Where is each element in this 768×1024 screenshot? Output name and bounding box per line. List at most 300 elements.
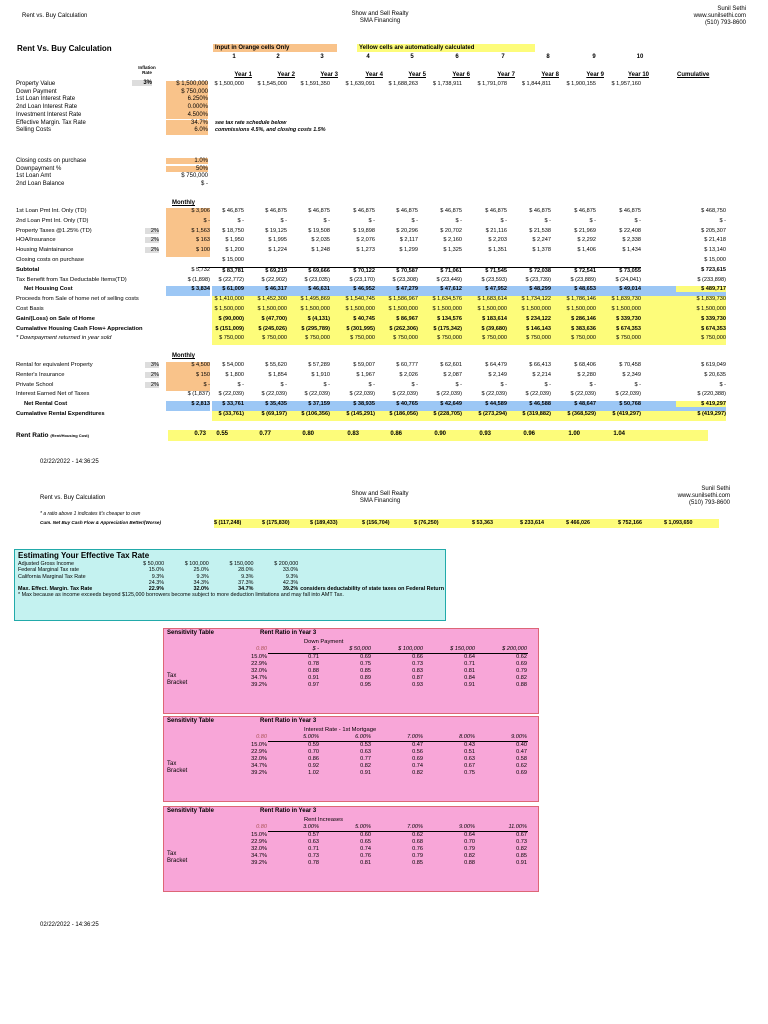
sens-row-label (167, 851, 187, 865)
year-cell: $ - (634, 217, 641, 224)
year-cell: $ 46,875 (440, 208, 462, 214)
sens-label: Sensitivity Table (167, 808, 214, 814)
sens-value: 0.82 (516, 846, 527, 852)
year-cell: $ - (280, 381, 287, 388)
year-cell: $ 1,500,000 (477, 306, 507, 312)
year-cell: $ (23,739) (525, 276, 551, 283)
input-value: 6.250% (166, 96, 208, 104)
year-cell: $ 72,038 (505, 267, 551, 274)
year-cell: $ 86,967 (396, 315, 418, 322)
sens-value: 0.68 (412, 839, 423, 845)
cumulative-cell: $ 674,353 (701, 325, 726, 332)
year-cell: $ (22,039) (615, 391, 641, 398)
cumulative-cell: $ 20,635 (704, 371, 726, 378)
closing-label: Closing costs on purchase (16, 158, 87, 164)
tax-cell: 24.3% (148, 579, 165, 586)
input-label: 1st Loan Interest Rate (16, 96, 76, 103)
column-number: 10 (636, 54, 644, 60)
sens-value: 0.95 (360, 682, 371, 688)
sens-row (222, 853, 528, 860)
property-value-cell: $ 1,639,091 (345, 81, 375, 87)
row-label: Rental for equivalent Property (16, 362, 93, 368)
sens-value: 0.79 (464, 846, 475, 852)
rent-ratio-cell: 0.77 (259, 431, 271, 437)
sens-value: 0.71 (308, 654, 319, 660)
sens-rate: 15.0% (251, 831, 267, 838)
year-cell: $ 134,576 (437, 315, 462, 322)
year-cell: $ (295,789) (301, 325, 330, 332)
sens-value: 0.67 (464, 763, 475, 769)
year-cell: $ 73,055 (595, 267, 641, 274)
year-cell: $ 750,000 (219, 335, 244, 342)
year-cell: $ (39,680) (481, 325, 507, 332)
year-cell: $ 70,458 (619, 362, 641, 368)
year-cell: $ 42,649 (440, 401, 462, 408)
sens-col-header: 7.00% (372, 824, 424, 832)
tax-cell: 15.0% (148, 567, 165, 574)
row-rate: 2% (145, 237, 159, 243)
year-cell: $ (23,889) (570, 276, 596, 283)
year-cell: $ 1,500,000 (214, 306, 244, 312)
year-cell: $ (22,902) (261, 276, 287, 283)
tax-row-label: California Marginal Tax Rate (18, 573, 86, 580)
year-cell: $ (22,039) (570, 391, 596, 398)
closing-label: 1st Loan Amt (16, 173, 52, 179)
sens-rate: 39.2% (251, 860, 267, 866)
sens-value: 0.47 (412, 742, 423, 748)
row-label: 1st Loan Pmt Int. Only (TD) (16, 208, 87, 214)
row-rate: 2% (145, 382, 159, 388)
sens-col-header: 8.00% (424, 734, 476, 742)
sens-header-row (222, 734, 528, 742)
row-monthly: $ 2,813 (166, 401, 210, 411)
sens-row (222, 742, 528, 750)
sens-rate: 34.7% (251, 675, 267, 681)
sens-value: 0.71 (464, 661, 475, 667)
row-label: Cost Basis (16, 306, 44, 312)
year-cell: $ (4,131) (307, 315, 330, 322)
year-cell: $ 46,875 (396, 208, 418, 214)
sens-corner: 0.80 (256, 734, 267, 741)
year-cell: $ 71,545 (461, 267, 507, 274)
column-number: 4 (366, 54, 370, 60)
year-cell: $ (319,882) (522, 411, 551, 417)
column-number: 1 (232, 54, 236, 60)
year-cell: $ (368,529) (567, 411, 596, 417)
year-cell: $ 674,353 (616, 325, 641, 332)
year-cell: $ 1,495,869 (300, 296, 330, 303)
year-cell: $ 750,000 (393, 335, 418, 342)
year-cell: $ 286,146 (571, 315, 596, 322)
column-number: 5 (410, 54, 414, 60)
year-cell: $ 15,000 (222, 257, 244, 263)
sens-col-header: 6.00% (320, 734, 372, 742)
monthly-label-rental: Monthly (172, 353, 195, 359)
sens-value: 0.69 (360, 654, 371, 660)
sens-row (222, 654, 528, 662)
year-cell: $ (419,297) (612, 411, 641, 417)
year-cell: $ (23,308) (392, 276, 418, 283)
cumulative-cell: $ (233,898) (697, 276, 726, 283)
sens-value: 0.82 (360, 763, 371, 769)
sens-row-label-line: Bracket (167, 858, 188, 864)
year-cell: $ (262,306) (389, 325, 418, 332)
sens-value: 0.77 (360, 756, 371, 762)
property-value-cell: $ 1,545,000 (257, 81, 287, 87)
row-monthly: $ - (166, 382, 210, 392)
year-cell: $ 1,500,000 (432, 306, 462, 312)
sens-value: 0.62 (516, 763, 527, 769)
row-monthly: $ 1,563 (166, 228, 210, 238)
year-cell: $ 1,200 (225, 247, 244, 254)
year-cell: $ 2,280 (577, 371, 596, 378)
rent-ratio-cell: 0.90 (434, 431, 446, 437)
row-label: Renter's Insurance (16, 371, 65, 378)
year-cell: $ 1,950 (225, 237, 244, 244)
sens-grid (222, 646, 528, 689)
sens-value: 0.70 (308, 749, 319, 755)
rent-ratio-cell: 0.73 (194, 431, 206, 437)
sens-value: 0.79 (516, 668, 527, 674)
column-number: 6 (455, 54, 459, 60)
year-cell: $ 20,702 (440, 227, 462, 234)
year-cell: $ 21,116 (485, 227, 507, 234)
cum-cell: $ (156,704) (362, 520, 390, 526)
year-headers (0, 72, 768, 80)
cumulative-cell: $ - (719, 381, 726, 388)
cumulative-cell: $ 21,418 (704, 237, 726, 244)
column-number: 7 (501, 54, 505, 60)
tax-cell: 34.3% (193, 579, 209, 586)
year-cell: $ 1,434 (622, 247, 641, 254)
sens-value: 0.67 (516, 832, 527, 838)
header-left: Rent vs. Buy Calculation (22, 13, 88, 19)
sens-value: 0.64 (464, 654, 475, 660)
row-monthly: $ 163 (166, 237, 210, 247)
sens-value: 0.63 (464, 756, 475, 762)
year-cell: $ 46,875 (619, 208, 641, 214)
sens-rate: 32.0% (251, 846, 267, 852)
input-label: Property Value (16, 81, 56, 87)
sens-value: 0.62 (516, 654, 527, 660)
closing-label: Downpayment % (16, 165, 62, 172)
cumulative-cell: $ (419,297) (676, 411, 726, 417)
year-cell: $ 57,289 (308, 362, 330, 368)
input-label: Effective Margin. Tax Rate (16, 119, 86, 126)
row-label: Tax Benefit from Tax Deductable Items(TD) (16, 276, 127, 283)
year-header: Year 10 (627, 72, 649, 78)
year-cell: $ 2,160 (443, 237, 462, 244)
inflation-label-line: Rate (142, 70, 152, 75)
rent-ratio-label-text: Rent Ratio (16, 432, 49, 439)
cum-cell: $ 466,026 (566, 520, 590, 526)
sens-col-header: $ 200,000 (476, 646, 528, 654)
year-cell: $ 48,647 (574, 401, 596, 408)
sensitivity-table-interest-rate (163, 716, 539, 802)
row-rate: 2% (145, 247, 159, 253)
year-cell: $ 69,666 (284, 267, 330, 274)
sens-value: 0.88 (464, 860, 475, 866)
year-cell: $ 383,636 (571, 325, 596, 332)
header-left-p2: Rent vs. Buy Calculation (40, 495, 106, 501)
year-cell: $ 1,683,614 (477, 296, 507, 303)
column-numbers (0, 54, 768, 62)
sens-row (222, 682, 528, 689)
cumulative-cell: $ 750,000 (701, 335, 726, 342)
sens-value: 0.51 (464, 749, 475, 755)
year-cell: $ 59,007 (353, 362, 375, 368)
input-label: Selling Costs (16, 127, 52, 134)
sens-row-label-line: Tax (167, 761, 177, 767)
year-cell: $ 1,410,000 (214, 296, 244, 303)
tax-table-title: Estimating Your Effective Tax Rate (18, 551, 150, 560)
sens-value: 0.82 (464, 853, 475, 859)
sens-header-row (222, 824, 528, 832)
rent-ratio-cell: 1.00 (568, 431, 580, 437)
tax-cell: 9.3% (151, 573, 165, 580)
header-center-line: Show and Sell Realty (351, 491, 409, 497)
year-cell: $ (145,291) (346, 411, 375, 417)
cumulative-cell: $ - (719, 217, 726, 224)
cum-cell: $ 752,166 (618, 520, 642, 526)
closing-value: $ 750,000 (181, 173, 208, 179)
year-cell: $ 1,351 (488, 247, 507, 254)
cumulative-cell: $ 619,049 (701, 362, 726, 368)
year-cell: $ 146,143 (526, 325, 551, 332)
sens-value: 0.56 (412, 749, 423, 755)
input-value: 4.500% (166, 112, 208, 120)
year-cell: $ 1,910 (311, 371, 330, 378)
year-cell: $ 2,076 (356, 237, 375, 244)
header-right-p2 (678, 486, 730, 507)
row-monthly: $ 5,732 (191, 266, 210, 273)
year-cell: $ 35,435 (265, 401, 287, 408)
year-cell: $ 46,875 (222, 208, 244, 214)
year-cell: $ 1,500,000 (521, 306, 551, 312)
year-cell: $ (23,593) (481, 276, 507, 283)
year-cell: $ 750,000 (482, 335, 507, 342)
year-cell: $ 46,875 (353, 208, 375, 214)
year-cell: $ (24,041) (615, 276, 641, 283)
property-value-cell: $ 1,791,078 (477, 81, 507, 87)
sens-value: 0.69 (516, 770, 527, 776)
year-header: Year 9 (586, 72, 604, 78)
year-cell: $ 1,839,730 (611, 296, 641, 303)
cum-cell: $ (117,248) (214, 520, 242, 526)
year-header: Year 4 (365, 72, 383, 78)
rent-ratio-cell: 1.04 (613, 431, 625, 437)
sens-value: 0.79 (412, 853, 423, 859)
year-cell: $ 1,500,000 (300, 306, 330, 312)
sens-value: 0.75 (464, 770, 475, 776)
cumulative-cell: $ 205,307 (701, 227, 726, 234)
year-cell: $ 1,967 (356, 371, 375, 378)
sens-title: Rent Ratio in Year 3 (260, 718, 317, 724)
input-note: see tax rate schedule below (215, 119, 287, 126)
sens-value: 0.47 (516, 749, 527, 755)
row-label: HOA/Insurance (16, 237, 56, 244)
year-cell: $ 21,969 (574, 227, 596, 234)
header-right-line: www.sunilsethi.com (693, 13, 746, 19)
year-cell: $ - (544, 217, 551, 224)
header-center-p2 (300, 491, 460, 505)
year-cell: $ 71,061 (416, 267, 462, 274)
sens-col-header: 3.00% (268, 824, 320, 832)
year-cell: $ 2,149 (488, 371, 507, 378)
year-cell: $ - (368, 217, 375, 224)
sens-label: Sensitivity Table (167, 630, 214, 636)
sens-value: 0.57 (308, 832, 319, 838)
year-cell: $ (245,026) (258, 325, 287, 332)
inflation-label-line: Inflation (138, 65, 156, 70)
sens-axis-title: Down Payment (304, 639, 344, 645)
rent-ratio-cell: 0.80 (302, 431, 314, 437)
sens-value: 0.85 (360, 668, 371, 674)
row-label: Housing Maintainance (16, 247, 74, 254)
header-right (694, 6, 746, 27)
cumulative-cell: $ 339,730 (701, 315, 726, 322)
rent-ratio-sub: (Rent/Housing Cost) (50, 433, 89, 438)
sens-value: 0.91 (308, 675, 319, 681)
year-cell: $ 1,995 (268, 237, 287, 244)
sens-value: 0.76 (360, 853, 371, 859)
year-cell: $ - (589, 381, 596, 388)
sens-label: Sensitivity Table (167, 718, 214, 724)
input-value: 6.0% (166, 127, 208, 135)
tax-grid (17, 561, 445, 599)
sens-axis-title: Rent Increases (304, 817, 343, 823)
year-cell: $ - (411, 381, 418, 388)
sens-value: 0.91 (516, 860, 527, 866)
year-cell: $ 46,875 (529, 208, 551, 214)
sens-row (222, 832, 528, 840)
rent-ratio-cell: 0.55 (216, 431, 228, 437)
year-cell: $ (22,039) (392, 391, 418, 398)
year-cell: $ 19,508 (308, 227, 330, 234)
sens-rate: 39.2% (251, 682, 267, 688)
sens-row (222, 675, 528, 682)
year-cell: $ 1,634,576 (432, 296, 462, 303)
row-label: Subtotal (16, 266, 40, 273)
year-cell: $ 22,408 (619, 227, 641, 234)
sens-axis-title: Interest Rate - 1st Mortgage (304, 727, 377, 733)
sens-value: 0.70 (464, 839, 475, 845)
sens-col-header: 9.00% (424, 824, 476, 832)
sens-value: 0.81 (464, 668, 475, 674)
header-right-line: (510) 793-8600 (704, 20, 746, 26)
sens-value: 1.02 (308, 770, 319, 776)
year-cell: $ 64,479 (485, 362, 507, 368)
year-cell: $ 47,952 (485, 286, 507, 293)
sens-row (222, 763, 528, 770)
sens-row (222, 661, 528, 668)
year-cell: $ - (634, 381, 641, 388)
input-label: Down Payment (16, 88, 57, 95)
year-cell: $ 1,224 (268, 247, 287, 254)
cumulative-cell: $ 468,750 (701, 208, 726, 214)
cum-cell: $ 233,614 (520, 520, 544, 526)
tax-cell: 28.0% (238, 567, 254, 574)
year-cell: $ (90,000) (218, 315, 244, 322)
year-cell: $ 40,765 (396, 401, 418, 408)
tax-cell: $ 50,000 (143, 561, 165, 567)
sens-row-label (167, 761, 187, 775)
sens-col-header: $ - (268, 646, 320, 654)
sens-row (222, 668, 528, 675)
tax-cell: 33.0% (282, 567, 299, 574)
max-note: considers deductability of state taxes on Federal Return (300, 586, 444, 593)
sens-col-header: $ 150,000 (424, 646, 476, 654)
header-right-line: Sunil Sethi (701, 486, 730, 492)
year-cell: $ (175,342) (433, 325, 462, 332)
year-cell: $ 1,786,146 (566, 296, 596, 303)
sens-value: 0.88 (308, 668, 319, 674)
sens-value: 0.85 (516, 853, 527, 859)
sens-rate: 32.0% (251, 756, 267, 762)
sens-col-header: 11.00% (476, 824, 528, 832)
row-monthly: $ (1,898) (187, 276, 210, 283)
year-cell: $ 750,000 (305, 335, 330, 342)
sens-rate: 15.0% (251, 741, 267, 748)
sens-value: 0.88 (516, 682, 527, 688)
year-cell: $ 2,035 (311, 237, 330, 244)
sens-value: 0.63 (308, 839, 319, 845)
sens-rate: 34.7% (251, 763, 267, 769)
sens-grid (222, 734, 528, 777)
year-cell: $ 1,299 (399, 247, 418, 254)
row-label: Net Housing Cost (24, 286, 73, 293)
year-cell: $ 750,000 (526, 335, 551, 342)
cum-row (214, 519, 719, 528)
sens-value: 0.53 (360, 742, 371, 748)
year-cell: $ 2,292 (577, 237, 596, 244)
sens-value: 0.86 (308, 756, 319, 762)
year-cell: $ 750,000 (350, 335, 375, 342)
input-value: $ 1,500,000 (166, 81, 208, 89)
sens-value: 0.82 (412, 770, 423, 776)
year-cell: $ 1,500,000 (345, 306, 375, 312)
year-header: Year 2 (277, 72, 295, 78)
year-cell: $ 1,406 (577, 247, 596, 254)
cumulative-cell: $ 15,000 (704, 257, 726, 263)
year-cell: $ - (589, 217, 596, 224)
year-cell: $ 339,730 (616, 315, 641, 322)
sens-value: 0.89 (360, 675, 371, 681)
input-value: 0.000% (166, 104, 208, 112)
sens-value: 0.83 (412, 668, 423, 674)
year-cell: $ (106,356) (301, 411, 330, 417)
year-cell: $ 21,538 (529, 227, 551, 234)
sens-value: 0.74 (412, 763, 423, 769)
sens-value: 0.73 (412, 661, 423, 667)
cumulative-cell: $ 419,297 (676, 401, 726, 407)
property-value-cell: $ 1,957,160 (611, 81, 641, 87)
year-cell: $ 1,325 (443, 247, 462, 254)
input-note: commissions 4.5%, and closing costs 1.5% (215, 127, 326, 134)
year-cell: $ (301,995) (346, 325, 375, 332)
cumulative-cell: $ 13,140 (704, 247, 726, 254)
year-cell: $ 1,273 (356, 247, 375, 254)
year-cell: $ 47,612 (440, 286, 462, 293)
year-cell: $ (22,039) (481, 391, 507, 398)
sens-col-header: 5.00% (320, 824, 372, 832)
rent-ratio-row (168, 430, 708, 441)
sens-col-header: $ 50,000 (320, 646, 372, 654)
property-value-cell: $ 1,591,350 (300, 81, 330, 87)
tax-cell: $ 150,000 (229, 561, 254, 567)
sens-value: 0.87 (412, 675, 423, 681)
year-cell: $ 1,452,300 (257, 296, 287, 303)
